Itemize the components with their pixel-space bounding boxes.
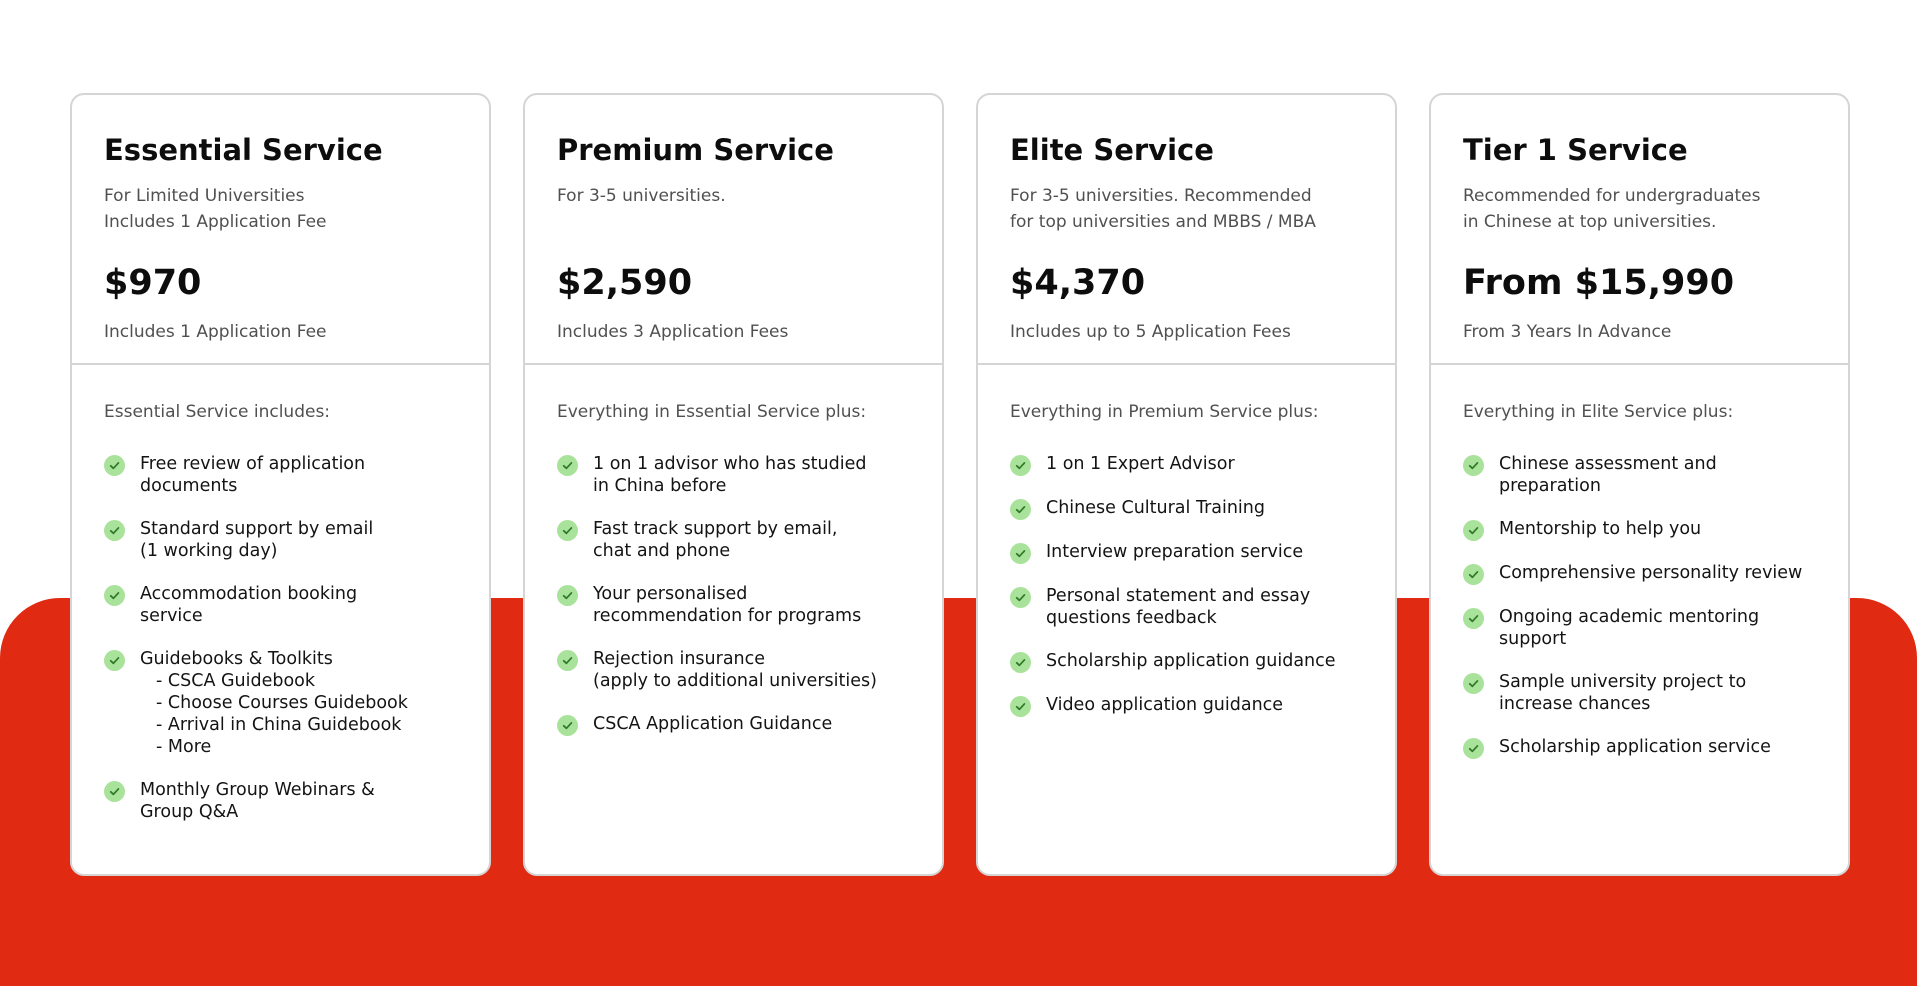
- check-circle-icon: [1463, 520, 1484, 541]
- feature-text-block: [1499, 518, 1829, 540]
- feature-text-block: [140, 453, 470, 497]
- check-circle-icon: [1010, 543, 1031, 564]
- plan-title: Premium Service: [557, 133, 834, 167]
- check-circle-icon: [557, 585, 578, 606]
- feature-item: [557, 518, 932, 562]
- check-circle-icon: [104, 585, 125, 606]
- check-circle-icon: [557, 520, 578, 541]
- feature-text-block: [1499, 606, 1829, 650]
- plan-card-elite: [976, 93, 1397, 876]
- feature-text: Scholarship application service: [1499, 737, 1771, 757]
- feature-item: [557, 453, 932, 497]
- plan-fee-note: Includes 3 Application Fees: [557, 322, 789, 342]
- feature-text-block: [1046, 694, 1376, 716]
- plan-card-premium: [523, 93, 944, 876]
- feature-text: Accommodation booking service: [140, 584, 358, 626]
- plan-fee-note: Includes 1 Application Fee: [104, 322, 327, 342]
- feature-text: Monthly Group Webinars & Group Q&A: [140, 780, 375, 822]
- feature-text: Scholarship application guidance: [1046, 651, 1336, 671]
- check-circle-icon: [1463, 738, 1484, 759]
- plan-description: For 3-5 universities.: [557, 186, 726, 206]
- feature-text: 1 on 1 Expert Advisor: [1046, 454, 1235, 474]
- feature-text-block: [1499, 671, 1829, 715]
- feature-text-block: [1046, 541, 1376, 563]
- plan-description: For 3-5 universities. Recommended for top universities and MBBS / MBA: [1010, 186, 1316, 232]
- feature-text-block: [1499, 562, 1829, 584]
- plan-header: [1431, 95, 1848, 365]
- feature-text-block: [593, 648, 923, 692]
- feature-text: Video application guidance: [1046, 695, 1284, 715]
- plan-header: [978, 95, 1395, 365]
- feature-item: [104, 518, 479, 562]
- check-circle-icon: [557, 455, 578, 476]
- includes-heading: Everything in Elite Service plus:: [1463, 402, 1734, 422]
- feature-item: [1463, 453, 1838, 497]
- feature-item: [104, 648, 479, 758]
- plan-title: Elite Service: [1010, 133, 1214, 167]
- feature-text-block: [1046, 650, 1376, 672]
- feature-text: Interview preparation service: [1046, 542, 1304, 562]
- plan-price: From $15,990: [1463, 263, 1735, 303]
- feature-text-block: [1046, 585, 1376, 629]
- feature-text-block: [593, 713, 923, 735]
- feature-text: 1 on 1 advisor who has studied in China before: [593, 454, 867, 496]
- feature-list: [104, 453, 479, 844]
- feature-item: [104, 779, 479, 823]
- check-circle-icon: [1010, 499, 1031, 520]
- feature-text-block: [1499, 453, 1829, 497]
- check-circle-icon: [1463, 608, 1484, 629]
- feature-list: [1463, 453, 1838, 780]
- check-circle-icon: [104, 520, 125, 541]
- feature-item: [1463, 518, 1838, 541]
- check-circle-icon: [1010, 696, 1031, 717]
- plan-title: Essential Service: [104, 133, 383, 167]
- check-circle-icon: [557, 650, 578, 671]
- feature-item: [1010, 541, 1385, 564]
- check-circle-icon: [104, 455, 125, 476]
- feature-list: [557, 453, 932, 757]
- feature-sub-item: - Choose Courses Guidebook: [140, 692, 470, 714]
- check-circle-icon: [1010, 455, 1031, 476]
- feature-item: [557, 648, 932, 692]
- feature-item: [1010, 585, 1385, 629]
- feature-text-block: [1046, 497, 1376, 519]
- feature-item: [104, 583, 479, 627]
- plan-title: Tier 1 Service: [1463, 133, 1688, 167]
- plan-price: $970: [104, 263, 202, 303]
- includes-heading: Everything in Premium Service plus:: [1010, 402, 1319, 422]
- feature-text-block: [140, 779, 470, 823]
- feature-text-block: [140, 648, 470, 758]
- plan-price: $4,370: [1010, 263, 1146, 303]
- feature-item: [557, 713, 932, 736]
- feature-text: CSCA Application Guidance: [593, 714, 833, 734]
- check-circle-icon: [1010, 652, 1031, 673]
- pricing-cards: [70, 93, 1850, 878]
- feature-sub-list: [140, 670, 470, 758]
- feature-text: Fast track support by email, chat and phone: [593, 519, 838, 561]
- feature-text: Ongoing academic mentoring support: [1499, 607, 1760, 649]
- includes-heading: Essential Service includes:: [104, 402, 331, 422]
- feature-text: Mentorship to help you: [1499, 519, 1702, 539]
- feature-item: [557, 583, 932, 627]
- feature-text: Your personalised recommendation for programs: [593, 584, 862, 626]
- feature-text: Guidebooks & Toolkits: [140, 649, 333, 669]
- feature-item: [1463, 671, 1838, 715]
- feature-sub-item: - CSCA Guidebook: [140, 670, 470, 692]
- feature-item: [1010, 497, 1385, 520]
- feature-sub-item: - Arrival in China Guidebook: [140, 714, 470, 736]
- feature-text: Standard support by email (1 working day): [140, 519, 374, 561]
- check-circle-icon: [104, 781, 125, 802]
- includes-heading: Everything in Essential Service plus:: [557, 402, 867, 422]
- feature-item: [1463, 606, 1838, 650]
- feature-item: [1463, 736, 1838, 759]
- feature-item: [1463, 562, 1838, 585]
- check-circle-icon: [1010, 587, 1031, 608]
- check-circle-icon: [1463, 564, 1484, 585]
- feature-item: [104, 453, 479, 497]
- feature-text-block: [140, 518, 470, 562]
- feature-text: Chinese assessment and preparation: [1499, 454, 1717, 496]
- feature-sub-item: - More: [140, 736, 470, 758]
- feature-item: [1010, 694, 1385, 717]
- feature-text: Personal statement and essay questions feedback: [1046, 586, 1311, 628]
- plan-header: [525, 95, 942, 365]
- feature-text-block: [593, 583, 923, 627]
- feature-text-block: [593, 518, 923, 562]
- feature-text-block: [593, 453, 923, 497]
- feature-text: Sample university project to increase chances: [1499, 672, 1747, 714]
- feature-text: Chinese Cultural Training: [1046, 498, 1265, 518]
- feature-text: Comprehensive personality review: [1499, 563, 1803, 583]
- plan-fee-note: From 3 Years In Advance: [1463, 322, 1672, 342]
- feature-item: [1010, 453, 1385, 476]
- feature-text-block: [1046, 453, 1376, 475]
- feature-text-block: [1499, 736, 1829, 758]
- plan-description: For Limited Universities Includes 1 Application Fee: [104, 186, 327, 232]
- check-circle-icon: [104, 650, 125, 671]
- check-circle-icon: [1463, 455, 1484, 476]
- plan-price: $2,590: [557, 263, 693, 303]
- feature-item: [1010, 650, 1385, 673]
- feature-text: Free review of application documents: [140, 454, 366, 496]
- feature-text-block: [140, 583, 470, 627]
- check-circle-icon: [557, 715, 578, 736]
- plan-header: [72, 95, 489, 365]
- check-circle-icon: [1463, 673, 1484, 694]
- plan-card-tier1: [1429, 93, 1850, 876]
- plan-description: Recommended for undergraduates in Chinese at top universities.: [1463, 186, 1761, 232]
- plan-fee-note: Includes up to 5 Application Fees: [1010, 322, 1291, 342]
- feature-text: Rejection insurance (apply to additional universities): [593, 649, 877, 691]
- feature-list: [1010, 453, 1385, 738]
- plan-card-essential: [70, 93, 491, 876]
